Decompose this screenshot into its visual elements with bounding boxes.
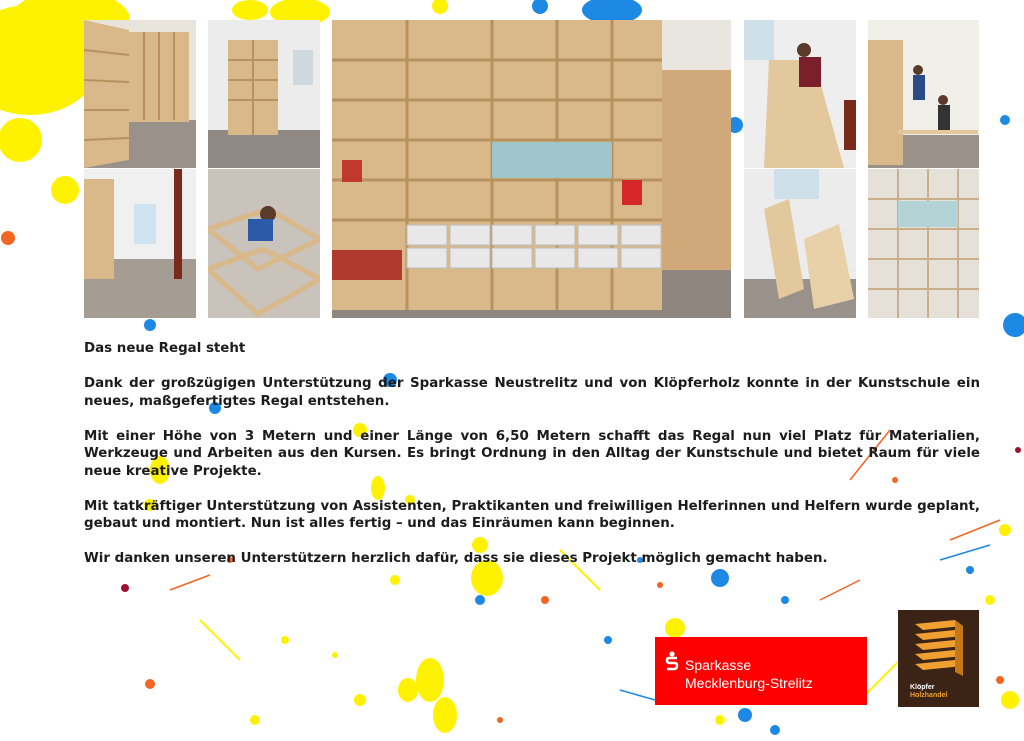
wood-stack-icon (911, 618, 967, 680)
photo-finished-shelf (332, 20, 731, 318)
photo-shelf-front-view (868, 169, 979, 318)
photo-shelf-frame-angled (84, 20, 196, 168)
photo-woodworker-table (744, 20, 856, 168)
article-title: Das neue Regal steht (84, 341, 246, 356)
sparkasse-region: Mecklenburg-Strelitz (685, 675, 813, 691)
kloepfer-logo (898, 610, 979, 707)
photo-workshop-room (84, 169, 196, 318)
article-paragraph: Mit tatkräftiger Unterstützung von Assistenten, Praktikanten und freiwilligen Helferinnen und Helfern wurde geplant, gebaut und montiert. Nun ist alles fertig – und das Einräumen kann beginnen. (84, 498, 980, 531)
article-paragraph: Dank der großzügigen Unterstützung der Sparkasse Neustrelitz und von Klöpferholz konnte in der Kunstschule ein neues, maßgefertigtes Regal entstehen. (84, 376, 980, 409)
kloepfer-subtitle: Holzhandel (910, 692, 948, 699)
article-paragraph: Wir danken unseren Unterstützern herzlich dafür, dass sie dieses Projekt möglich gemacht haben. (84, 551, 828, 566)
kloepfer-name: Klöpfer (910, 684, 935, 691)
photo-shelf-frame-room (208, 20, 320, 168)
article-paragraph: Mit einer Höhe von 3 Metern und einer Länge von 6,50 Metern schafft das Regal nun viel Platz für Materialien, Werkzeuge und Arbeiten aus den Kursen. Es bringt Ordnung in den Alltag der Kunstschule und bietet Raum für viele neue kreative Projekte. (84, 428, 980, 479)
article (84, 340, 980, 585)
photo-ladder-installation (868, 20, 979, 168)
photo-assembling-boxes (208, 169, 320, 318)
photo-wood-boards (744, 169, 856, 318)
sparkasse-name: Sparkasse (685, 657, 752, 673)
sparkasse-logo (655, 637, 867, 705)
sparkasse-s-icon (665, 651, 679, 671)
